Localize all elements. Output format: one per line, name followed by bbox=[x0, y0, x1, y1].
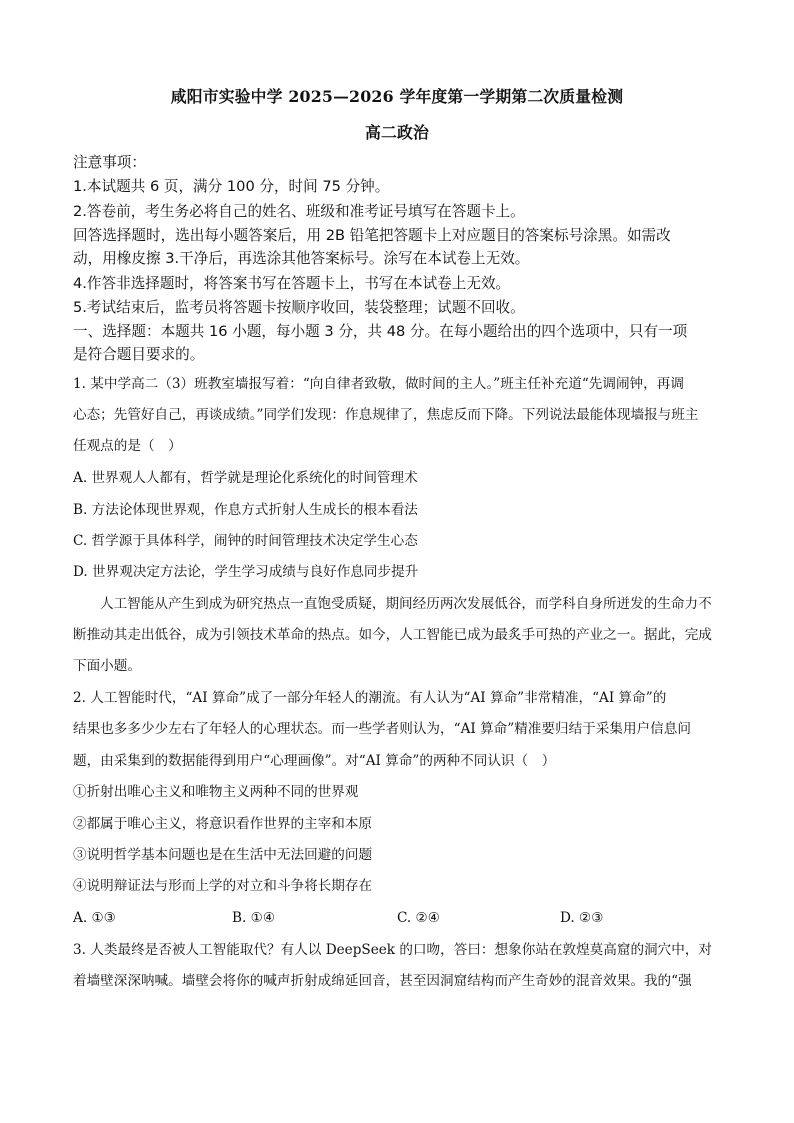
material-line: 下面小题。 bbox=[73, 658, 141, 674]
question-stem: 心态；先管好自己，再谈成绩。”同学们发现：作息规律了，焦虑反而下降。下列说法最能体现墙报与班主 bbox=[73, 407, 699, 423]
question-stem: 着墙壁深深呐喊。墙壁会将你的喊声折射成绵延回音，甚至因洞窟结构而产生奇妙的混音效果。我的“强 bbox=[73, 973, 692, 989]
notice-line: 动，用橡皮擦 3.干净后，再选涂其他答案标号。涂写在本试卷上无效。 bbox=[73, 250, 530, 267]
notice-heading: 注意事项： bbox=[73, 154, 146, 171]
question-stem: 任观点的是（ ） bbox=[73, 438, 182, 454]
question-stem: 3. 人类最终是否被人工智能取代？有人以 DeepSeek 的口吻，答曰：想象你站在敦煌莫高窟的洞穴中，对 bbox=[73, 942, 713, 958]
notice-line: 2.答卷前，考生务必将自己的姓名、班级和准考证号填写在答题卡上。 bbox=[73, 203, 525, 220]
statement-item: ③说明哲学基本问题也是在生活中无法回避的问题 bbox=[73, 847, 373, 863]
choice-b: B. ①④ bbox=[232, 910, 276, 926]
statement-item: ④说明辩证法与形而上学的对立和斗争将长期存在 bbox=[73, 878, 373, 894]
section-instruction: 是符合题目要求的。 bbox=[73, 346, 205, 363]
notice-line: 5.考试结束后，监考员将答题卡按顺序收回，装袋整理；试题不回收。 bbox=[73, 299, 525, 316]
section-instruction: 一、选择题：本题共 16 小题，每小题 3 分，共 48 分。在每小题给出的四个选项中，只有一项 bbox=[73, 323, 688, 340]
question-stem: 1. 某中学高二（3）班教室墙报写着：“向自律者致敬，做时间的主人。”班主任补充道“先调闹钟，再调 bbox=[73, 376, 684, 392]
material-line: 断推动其走出低谷，成为引领技术革命的热点。如今，人工智能已成为最炙手可热的产业之一。据此，完成 bbox=[73, 627, 712, 643]
exam-subtitle: 高二政治 bbox=[365, 123, 429, 142]
notice-line: 4.作答非选择题时，将答案书写在答题卡上，书写在本试卷上无效。 bbox=[73, 275, 511, 292]
choice-c: C. ②④ bbox=[397, 910, 440, 926]
option-b: B. 方法论体现世界观，作息方式折射人生成长的根本看法 bbox=[73, 502, 418, 518]
option-a: A. 世界观人人都有，哲学就是理论化系统化的时间管理术 bbox=[73, 470, 418, 486]
statement-item: ②都属于唯心主义，将意识看作世界的主宰和本原 bbox=[73, 816, 373, 832]
exam-title: 咸阳市实验中学 2025—2026 学年度第一学期第二次质量检测 bbox=[170, 87, 624, 106]
option-d: D. 世界观决定方法论，学生学习成绩与良好作息同步提升 bbox=[73, 564, 419, 580]
material-line: 人工智能从产生到成为研究热点一直饱受质疑，期间经历两次发展低谷，而学科自身所迸发的生命力不 bbox=[100, 596, 712, 612]
question-stem: 2. 人工智能时代，“AI 算命”成了一部分年轻人的潮流。有人认为“AI 算命”非常精准，“AI 算命”的 bbox=[73, 690, 667, 706]
question-stem: 结果也多多少少左右了年轻人的心理状态。而一些学者则认为，“AI 算命”精准要归结于采集用户信息问 bbox=[73, 721, 691, 737]
notice-line: 1.本试题共 6 页，满分 100 分，时间 75 分钟。 bbox=[73, 178, 390, 195]
choice-d: D. ②③ bbox=[560, 910, 604, 926]
question-stem: 题，由采集到的数据能得到用户“心理画像”。对“AI 算命”的两种不同认识（ ） bbox=[73, 753, 556, 769]
notice-line: 回答选择题时，选出每小题答案后，用 2B 铅笔把答题卡上对应题目的答案标号涂黑。如需改 bbox=[73, 227, 671, 244]
choice-a: A. ①③ bbox=[73, 910, 116, 926]
statement-item: ①折射出唯心主义和唯物主义两种不同的世界观 bbox=[73, 784, 359, 800]
option-c: C. 哲学源于具体科学，闹钟的时间管理技术决定学生心态 bbox=[73, 533, 418, 549]
